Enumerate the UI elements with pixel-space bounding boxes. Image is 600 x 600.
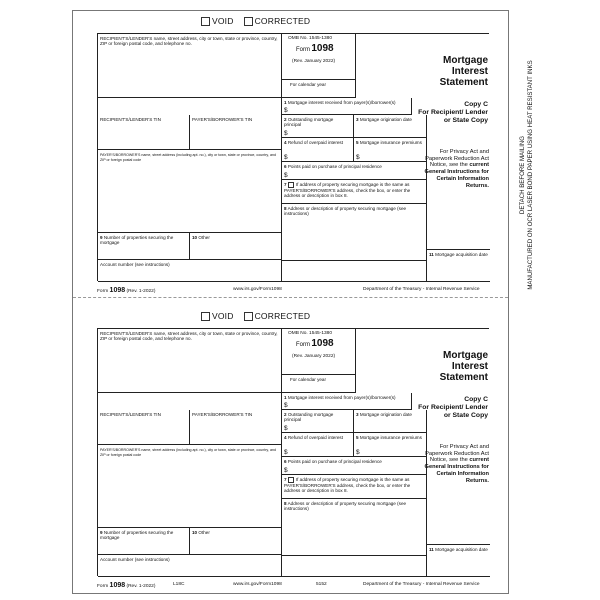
recipient-name-field[interactable] xyxy=(98,329,282,393)
box7-label: If address of property securing mortgage is the same as PAYER'S/BORROWER'S address, check the box, or enter the address or description in box 8. xyxy=(284,181,411,198)
privacy-text: For Privacy Act and Paperwork Reduction Act Notice, see the xyxy=(425,149,489,169)
box4-number: 4 xyxy=(284,139,287,145)
form-title xyxy=(418,55,488,88)
box8-continued xyxy=(282,261,427,282)
box5-number: 5 xyxy=(356,434,359,440)
revision-date: (Rev. January 2022) xyxy=(292,354,336,359)
corrected-label: CORRECTED xyxy=(254,16,311,26)
form-sheet xyxy=(72,10,509,594)
calendar-year-label: For calendar year xyxy=(290,81,327,87)
title-line-1: Mortgage xyxy=(443,55,488,66)
copy-designation xyxy=(418,101,488,125)
box8-field[interactable] xyxy=(282,499,427,556)
box11-label: Mortgage acquisition date xyxy=(435,546,488,552)
privacy-instructions: current General Instructions for Certain Information Returns. xyxy=(424,162,489,189)
box6-field[interactable] xyxy=(282,457,427,475)
box8-continued xyxy=(282,556,427,577)
box6-number: 6 xyxy=(284,163,287,169)
recipient-tin-label: RECIPIENT'S/LENDER'S TIN xyxy=(100,411,161,417)
box3-number: 3 xyxy=(356,411,359,417)
box4-field[interactable] xyxy=(282,433,354,457)
box10-number: 10 xyxy=(192,529,198,535)
recipient-tin-field[interactable] xyxy=(98,115,190,150)
payer-tin-field[interactable] xyxy=(190,410,282,445)
box1-dollar: $ xyxy=(284,402,288,409)
corrected-checkbox[interactable] xyxy=(244,312,253,321)
box1-number: 1 xyxy=(284,99,287,105)
privacy-text: For Privacy Act and Paperwork Reduction Act Notice, see the xyxy=(425,444,489,464)
void-corrected-row xyxy=(201,16,310,26)
box9-field[interactable] xyxy=(98,528,190,555)
footer-department: Department of the Treasury - Internal Revenue Service xyxy=(363,287,480,292)
footer-form-number: 1098 xyxy=(109,582,126,589)
recipient-name-label: RECIPIENT'S/LENDER'S name, street address, city or town, state or province, country, ZIP or foreign postal code, and telephone no. xyxy=(100,35,278,46)
box2-field[interactable] xyxy=(282,410,354,433)
sidebar-note xyxy=(518,10,536,340)
form-word: Form xyxy=(296,47,310,53)
box8-field[interactable] xyxy=(282,204,427,261)
title-line-2: Interest xyxy=(451,66,488,77)
box2-dollar: $ xyxy=(284,130,288,137)
title-line-3: Statement xyxy=(439,77,488,88)
box3-number: 3 xyxy=(356,116,359,122)
box9-label: Number of properties securing the mortgage xyxy=(100,234,174,245)
box3-label: Mortgage origination date xyxy=(359,116,412,122)
footer-form xyxy=(97,582,155,589)
box3-field[interactable] xyxy=(354,410,427,433)
copy-designation xyxy=(418,396,488,420)
box1-number: 1 xyxy=(284,394,287,400)
box11-label: Mortgage acquisition date xyxy=(435,251,488,257)
box3-label: Mortgage origination date xyxy=(359,411,412,417)
box6-dollar: $ xyxy=(284,467,288,474)
calendar-year-field[interactable] xyxy=(282,375,356,393)
copy-c-bottom xyxy=(73,306,508,589)
copy-title: Copy C xyxy=(464,396,488,403)
box5-field[interactable] xyxy=(354,138,427,162)
box10-number: 10 xyxy=(192,234,198,240)
corrected-label: CORRECTED xyxy=(254,311,311,321)
form-number: 1098 xyxy=(311,338,334,349)
copy-c-top xyxy=(73,11,508,294)
recipient-name-continued xyxy=(98,393,282,410)
void-checkbox[interactable] xyxy=(201,17,210,26)
payer-name-label: PAYER'S/BORROWER'S name, street address (including apt. no.), city or town, state or province, country, and ZIP or foreign postal code xyxy=(100,447,276,457)
payer-tin-label: PAYER'S/BORROWER'S TIN xyxy=(192,116,253,122)
box5-dollar: $ xyxy=(356,154,360,161)
box1-label: Mortgage interest received from payer(s)/borrower(s) xyxy=(287,394,396,400)
recipient-tin-label: RECIPIENT'S/LENDER'S TIN xyxy=(100,116,161,122)
box9-label: Number of properties securing the mortgage xyxy=(100,529,174,540)
box1-dollar: $ xyxy=(284,107,288,114)
title-line-1: Mortgage xyxy=(443,350,488,361)
box2-dollar: $ xyxy=(284,425,288,432)
box1-field[interactable] xyxy=(282,393,412,410)
title-line-3: Statement xyxy=(439,372,488,383)
box7-field xyxy=(282,475,427,499)
box1-label: Mortgage interest received from payer(s)/borrower(s) xyxy=(287,99,396,105)
recipient-name-continued xyxy=(98,98,282,115)
box9-field[interactable] xyxy=(98,233,190,260)
form-number: 1098 xyxy=(311,43,334,54)
box4-label: Refund of overpaid interest xyxy=(287,434,344,440)
box5-dollar: $ xyxy=(356,449,360,456)
box5-label: Mortgage insurance premiums xyxy=(359,434,422,440)
privacy-instructions: current General Instructions for Certain Information Returns. xyxy=(424,457,489,484)
omb-box xyxy=(282,34,356,80)
copy-subtitle: For Recipient/ Lender or State Copy xyxy=(418,109,488,124)
box8-label: Address or description of property securing mortgage (see instructions) xyxy=(284,205,407,216)
payer-name-field[interactable] xyxy=(98,150,282,233)
form-word: Form xyxy=(296,342,310,348)
box11-field[interactable] xyxy=(427,249,490,282)
void-label: VOID xyxy=(212,16,234,26)
box2-label: Outstanding mortgage principal xyxy=(284,411,334,422)
box6-number: 6 xyxy=(284,458,287,464)
box4-dollar: $ xyxy=(284,449,288,456)
form-title xyxy=(418,350,488,383)
tear-line xyxy=(73,297,508,298)
box6-label: Points paid on purchase of principal residence xyxy=(287,163,382,169)
box11-number: 11 xyxy=(429,546,434,552)
box7-field xyxy=(282,180,427,204)
footer-form-word: Form xyxy=(97,289,109,294)
box8-number: 8 xyxy=(284,500,287,506)
revision-date: (Rev. January 2022) xyxy=(292,59,336,64)
box8-label: Address or description of property securing mortgage (see instructions) xyxy=(284,500,407,511)
box5-label: Mortgage insurance premiums xyxy=(359,139,422,145)
box10-label: Other xyxy=(198,234,210,240)
footer-form xyxy=(97,287,155,294)
box1-field[interactable] xyxy=(282,98,412,115)
void-corrected-row xyxy=(201,311,310,321)
manufacturing-notice: MANUFACTURED ON OCR LASER BOND PAPER USING HEAT RESISTANT INKS xyxy=(527,60,534,290)
box4-dollar: $ xyxy=(284,154,288,161)
recipient-tin-field[interactable] xyxy=(98,410,190,445)
recipient-name-field[interactable] xyxy=(98,34,282,98)
title-line-2: Interest xyxy=(451,361,488,372)
box3-field[interactable] xyxy=(354,115,427,138)
box2-number: 2 xyxy=(284,116,287,122)
box2-number: 2 xyxy=(284,411,287,417)
footer-url: www.irs.gov/Form1098 xyxy=(233,287,282,292)
footer-catalog: 5152 xyxy=(316,582,327,587)
box5-number: 5 xyxy=(356,139,359,145)
box11-number: 11 xyxy=(429,251,434,257)
account-number-label: Account number (see instructions) xyxy=(100,261,170,267)
omb-number: OMB No. 1545-1380 xyxy=(288,36,332,41)
payer-tin-label: PAYER'S/BORROWER'S TIN xyxy=(192,411,253,417)
payer-tin-field[interactable] xyxy=(190,115,282,150)
box6-dollar: $ xyxy=(284,172,288,179)
calendar-year-label: For calendar year xyxy=(290,376,327,382)
box6-field[interactable] xyxy=(282,162,427,180)
box5-field[interactable] xyxy=(354,433,427,457)
box4-label: Refund of overpaid interest xyxy=(287,139,344,145)
box7-number: 7 xyxy=(284,181,287,187)
box9-number: 9 xyxy=(100,529,103,535)
footer-form-number: 1098 xyxy=(109,287,126,294)
box10-field[interactable] xyxy=(190,233,282,260)
copy-subtitle: For Recipient/ Lender or State Copy xyxy=(418,404,488,419)
box10-field[interactable] xyxy=(190,528,282,555)
box10-label: Other xyxy=(198,529,210,535)
box2-field[interactable] xyxy=(282,115,354,138)
privacy-notice xyxy=(419,149,489,189)
box6-label: Points paid on purchase of principal residence xyxy=(287,458,382,464)
box9-number: 9 xyxy=(100,234,103,240)
footer-department: Department of the Treasury - Internal Revenue Service xyxy=(363,582,480,587)
footer-url: www.irs.gov/Form1098 xyxy=(233,582,282,587)
payer-name-field[interactable] xyxy=(98,445,282,528)
footer-code: L18C xyxy=(173,582,185,587)
privacy-notice xyxy=(419,444,489,484)
corrected-checkbox[interactable] xyxy=(244,17,253,26)
sidebar-text xyxy=(519,10,535,340)
footer-revision: (Rev. 1-2022) xyxy=(126,289,156,294)
box2-label: Outstanding mortgage principal xyxy=(284,116,334,127)
footer-form-word: Form xyxy=(97,584,109,589)
account-number-field[interactable] xyxy=(98,260,282,282)
copy-title: Copy C xyxy=(464,101,488,108)
recipient-name-label: RECIPIENT'S/LENDER'S name, street address, city or town, state or province, country, ZIP or foreign postal code, and telephone no. xyxy=(100,330,278,341)
footer-revision: (Rev. 1-2022) xyxy=(126,584,156,589)
account-number-label: Account number (see instructions) xyxy=(100,556,170,562)
account-number-field[interactable] xyxy=(98,555,282,577)
omb-box xyxy=(282,329,356,375)
calendar-year-field[interactable] xyxy=(282,80,356,98)
box7-label: If address of property securing mortgage is the same as PAYER'S/BORROWER'S address, check the box, or enter the address or description in box 8. xyxy=(284,476,411,493)
box11-field[interactable] xyxy=(427,544,490,577)
payer-name-label: PAYER'S/BORROWER'S name, street address (including apt. no.), city or town, state or province, country, and ZIP or foreign postal code xyxy=(100,152,276,162)
omb-number: OMB No. 1545-1380 xyxy=(288,331,332,336)
box8-number: 8 xyxy=(284,205,287,211)
box4-number: 4 xyxy=(284,434,287,440)
box4-field[interactable] xyxy=(282,138,354,162)
void-checkbox[interactable] xyxy=(201,312,210,321)
box7-number: 7 xyxy=(284,476,287,482)
void-label: VOID xyxy=(212,311,234,321)
detach-notice: DETACH BEFORE MAILING xyxy=(519,135,526,215)
